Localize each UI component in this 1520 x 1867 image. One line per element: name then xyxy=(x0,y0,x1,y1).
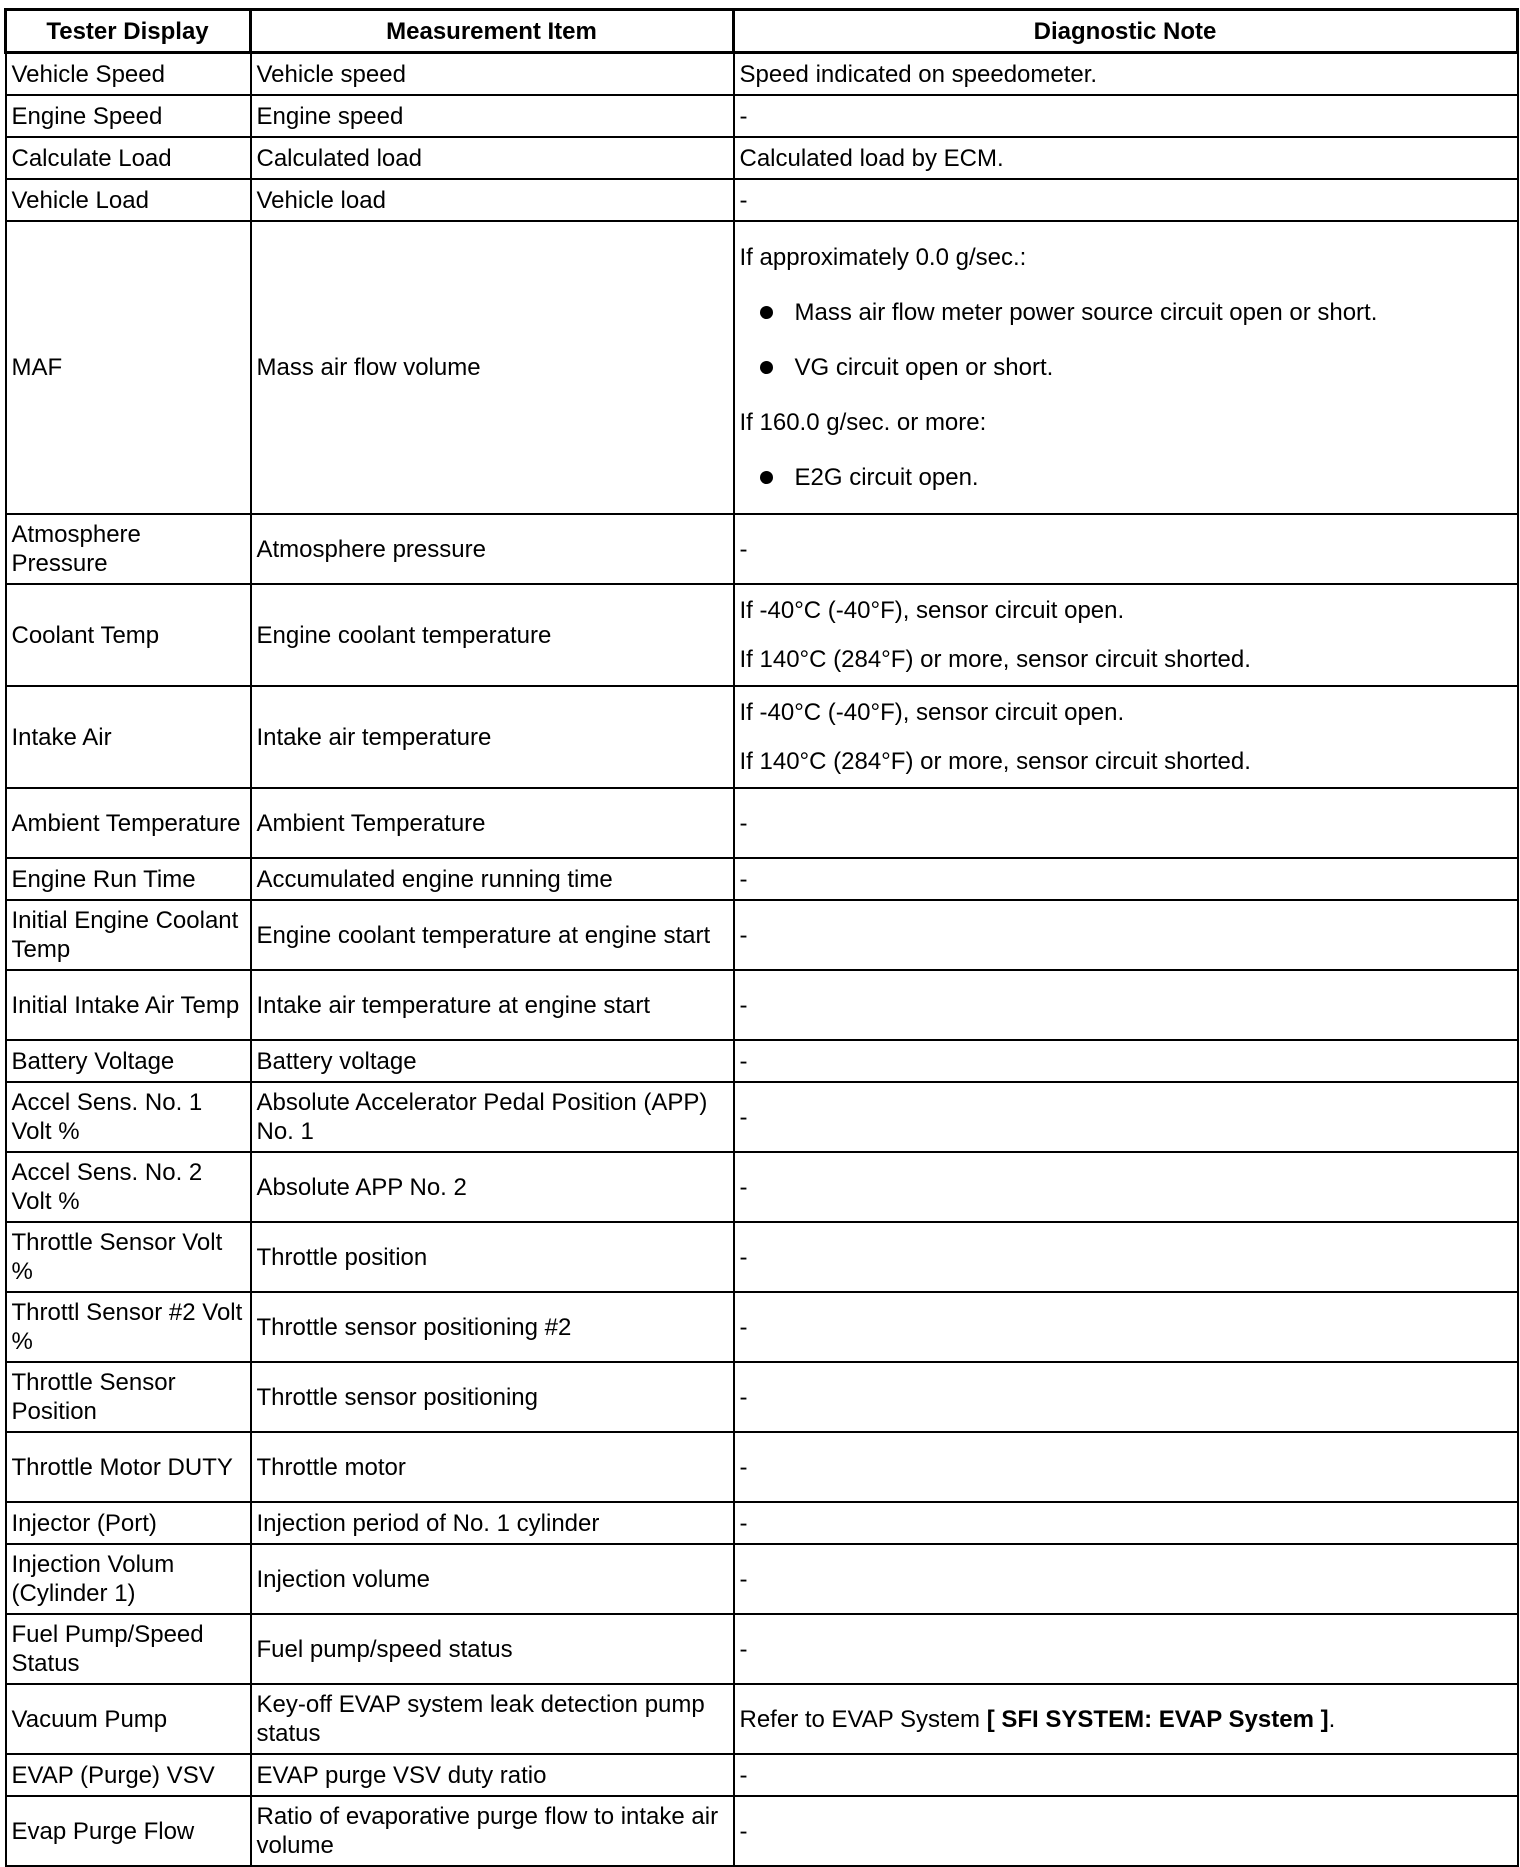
tester-display-cell: Vehicle Speed xyxy=(6,53,251,96)
tester-display-cell: Injection Volum (Cylinder 1) xyxy=(6,1544,251,1614)
tester-display-cell: Vacuum Pump xyxy=(6,1684,251,1754)
diagnostic-note-cell: - xyxy=(734,788,1518,858)
table-row xyxy=(6,1152,1518,1222)
tester-display-cell: Initial Engine Coolant Temp xyxy=(6,900,251,970)
measurement-item-cell: Injection period of No. 1 cylinder xyxy=(251,1502,734,1544)
diagnostic-note-cell: - xyxy=(734,1362,1518,1432)
note-bullet-line: Mass air flow meter power source circuit open or short. xyxy=(740,285,1511,340)
tester-display-cell: Initial Intake Air Temp xyxy=(6,970,251,1040)
table-row xyxy=(6,1502,1518,1544)
note-line: If 160.0 g/sec. or more: xyxy=(739,409,987,436)
measurement-item-cell: Accumulated engine running time xyxy=(251,858,734,900)
diagnostic-note-cell: - xyxy=(734,514,1518,584)
measurement-item-cell: Fuel pump/speed status xyxy=(251,1614,734,1684)
table-row xyxy=(6,221,1518,514)
table-row xyxy=(6,1222,1518,1292)
table-row xyxy=(6,1544,1518,1614)
tester-display-cell: Vehicle Load xyxy=(6,179,251,221)
table-row xyxy=(6,970,1518,1040)
table-row xyxy=(6,1362,1518,1432)
tester-display-cell: Engine Speed xyxy=(6,95,251,137)
measurement-item-cell: Vehicle load xyxy=(251,179,734,221)
table-row xyxy=(6,1432,1518,1502)
bullet-icon xyxy=(760,306,773,319)
measurement-item-cell: Absolute APP No. 2 xyxy=(251,1152,734,1222)
tester-display-cell: Throttle Motor DUTY xyxy=(6,1432,251,1502)
measurement-item-cell: Throttle sensor positioning xyxy=(251,1362,734,1432)
table-row xyxy=(6,514,1518,584)
diagnostic-note-cell xyxy=(734,221,1518,514)
diagnostic-note-cell: Speed indicated on speedometer. xyxy=(734,53,1518,96)
tester-display-cell: MAF xyxy=(6,221,251,514)
diagnostic-note-cell: - xyxy=(734,1040,1518,1082)
table-row xyxy=(6,900,1518,970)
diagnostic-note-cell: - xyxy=(734,900,1518,970)
diagnostic-note-cell: - xyxy=(734,1796,1518,1866)
table-row xyxy=(6,95,1518,137)
tester-display-cell: Ambient Temperature xyxy=(6,788,251,858)
measurement-item-cell: Key-off EVAP system leak detection pump status xyxy=(251,1684,734,1754)
diagnostic-note-cell: - xyxy=(734,179,1518,221)
table-row xyxy=(6,1082,1518,1152)
note-line: If -40°C (-40°F), sensor circuit open. xyxy=(739,597,1125,624)
tester-display-cell: Throttle Sensor Position xyxy=(6,1362,251,1432)
diagnostic-note-cell: - xyxy=(734,1222,1518,1292)
tester-display-cell: Throttl Sensor #2 Volt % xyxy=(6,1292,251,1362)
measurement-item-cell: Throttle motor xyxy=(251,1432,734,1502)
tester-display-cell: Calculate Load xyxy=(6,137,251,179)
tester-display-cell: Atmosphere Pressure xyxy=(6,514,251,584)
header-tester-display: Tester Display xyxy=(6,10,251,53)
measurement-item-cell: EVAP purge VSV duty ratio xyxy=(251,1754,734,1796)
table-row xyxy=(6,137,1518,179)
diagnostic-note-cell xyxy=(734,686,1518,788)
header-measurement-item: Measurement Item xyxy=(251,10,734,53)
diagnostic-note-cell: - xyxy=(734,1502,1518,1544)
measurement-item-cell: Throttle position xyxy=(251,1222,734,1292)
tester-display-cell: Accel Sens. No. 1 Volt % xyxy=(6,1082,251,1152)
table-row xyxy=(6,1684,1518,1754)
diagnostic-note-cell: - xyxy=(734,1614,1518,1684)
note-line: If 140°C (284°F) or more, sensor circuit shorted. xyxy=(739,646,1251,673)
bullet-icon xyxy=(760,471,773,484)
measurement-item-cell: Battery voltage xyxy=(251,1040,734,1082)
measurement-item-cell: Absolute Accelerator Pedal Position (APP) No. 1 xyxy=(251,1082,734,1152)
measurement-item-cell: Vehicle speed xyxy=(251,53,734,96)
tester-display-cell: Throttle Sensor Volt % xyxy=(6,1222,251,1292)
note-line: If -40°C (-40°F), sensor circuit open. xyxy=(739,699,1125,726)
table-row xyxy=(6,1040,1518,1082)
measurement-item-cell: Intake air temperature xyxy=(251,686,734,788)
table-row xyxy=(6,1614,1518,1684)
table-row xyxy=(6,1754,1518,1796)
measurement-item-cell: Ambient Temperature xyxy=(251,788,734,858)
diagnostic-note-cell: - xyxy=(734,858,1518,900)
measurement-item-cell: Atmosphere pressure xyxy=(251,514,734,584)
measurement-item-cell: Intake air temperature at engine start xyxy=(251,970,734,1040)
measurement-item-cell: Ratio of evaporative purge flow to intake air volume xyxy=(251,1796,734,1866)
diagnostic-note-cell: - xyxy=(734,1432,1518,1502)
table-row xyxy=(6,686,1518,788)
measurement-item-cell: Injection volume xyxy=(251,1544,734,1614)
table-row xyxy=(6,53,1518,96)
tester-display-cell: Coolant Temp xyxy=(6,584,251,686)
table-row xyxy=(6,584,1518,686)
diagnostic-note-cell: Calculated load by ECM. xyxy=(734,137,1518,179)
diagnostic-note-cell: Refer to EVAP System [ SFI SYSTEM: EVAP System ]. xyxy=(734,1684,1518,1754)
tester-display-cell: Fuel Pump/Speed Status xyxy=(6,1614,251,1684)
table-row xyxy=(6,1796,1518,1866)
table-row xyxy=(6,858,1518,900)
note-bullet-line: E2G circuit open. xyxy=(740,450,1511,505)
measurement-item-cell: Engine coolant temperature xyxy=(251,584,734,686)
diagnostic-note-cell xyxy=(734,584,1518,686)
table-row xyxy=(6,788,1518,858)
data-list-table xyxy=(4,8,1519,1867)
diagnostic-note-cell: - xyxy=(734,1754,1518,1796)
diagnostic-note-cell: - xyxy=(734,95,1518,137)
diagnostic-note-cell: - xyxy=(734,1152,1518,1222)
diagnostic-note-cell: - xyxy=(734,970,1518,1040)
note-line: If 140°C (284°F) or more, sensor circuit shorted. xyxy=(739,748,1251,775)
tester-display-cell: Injector (Port) xyxy=(6,1502,251,1544)
diagnostic-note-cell: - xyxy=(734,1292,1518,1362)
tester-display-cell: Intake Air xyxy=(6,686,251,788)
tester-display-cell: Engine Run Time xyxy=(6,858,251,900)
tester-display-cell: Accel Sens. No. 2 Volt % xyxy=(6,1152,251,1222)
note-line: If approximately 0.0 g/sec.: xyxy=(739,244,1027,271)
measurement-item-cell: Mass air flow volume xyxy=(251,221,734,514)
diagnostic-table-container xyxy=(4,8,1516,1867)
measurement-item-cell: Throttle sensor positioning #2 xyxy=(251,1292,734,1362)
tester-display-cell: Battery Voltage xyxy=(6,1040,251,1082)
diagnostic-note-cell: - xyxy=(734,1544,1518,1614)
diagnostic-note-cell: - xyxy=(734,1082,1518,1152)
measurement-item-cell: Calculated load xyxy=(251,137,734,179)
note-bullet-line: VG circuit open or short. xyxy=(740,340,1511,395)
measurement-item-cell: Engine speed xyxy=(251,95,734,137)
table-row xyxy=(6,179,1518,221)
reference-link[interactable]: [ SFI SYSTEM: EVAP System ] xyxy=(986,1705,1329,1733)
bullet-icon xyxy=(760,361,773,374)
tester-display-cell: EVAP (Purge) VSV xyxy=(6,1754,251,1796)
measurement-item-cell: Engine coolant temperature at engine start xyxy=(251,900,734,970)
table-row xyxy=(6,1292,1518,1362)
header-diagnostic-note: Diagnostic Note xyxy=(734,10,1518,53)
tester-display-cell: Evap Purge Flow xyxy=(6,1796,251,1866)
header-row xyxy=(6,10,1518,53)
